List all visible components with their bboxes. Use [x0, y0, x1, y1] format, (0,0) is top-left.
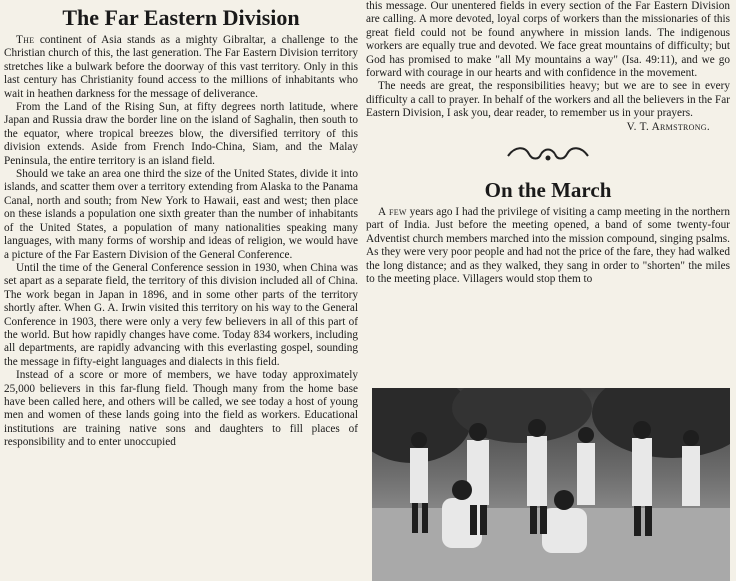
paragraph: Should we take an area one third the size of the United States, divide it into islands, and scatter them over a territory extending from Alaska to the Panama Canal, north and south; from New York to Hawaii, east and west; then place on these islands a population one sixth greater than the number of inhabitants of the United States, a population of many nationalities speaking many languages, with many forms of worship and ideas of religion, we would have a picture of the Far Eastern Division of the General Conference. — [4, 168, 358, 261]
lead-in: The — [16, 34, 35, 46]
signature: V. T. Armstrong. — [626, 120, 710, 133]
paragraph: From the Land of the Rising Sun, at fifty degrees north latitude, where Japan and Russia draw the border line on the island of Saghalin, then south to the equator, where tropical breezes blow, the diversified territory of this division extends. Aside from French Indo-China, Siam, and the Malay Peninsula, the entire territory is an island field. — [4, 101, 358, 167]
paragraph: this message. Our unentered fields in every section of the Far Eastern Division are calling. A more devoted, loyal corps of workers than the missionaries of this great field could not be found anywhere in mission lands. The indigenous workers are equally true and devoted. We face great mountains of difficulty; but God has promised to make "all My mountains a way" (Isa. 49:11), and we go forward with courage in our hearts and with confidence in the movement. — [366, 0, 730, 80]
photo-marching-believers — [372, 388, 730, 581]
paragraph — [366, 206, 730, 286]
left-column — [4, 0, 358, 450]
paragraph: Instead of a score or more of members, we have today approximately 25,000 believers in this far-flung field. Though many from the home base have been called here, and others will be called, we see today a host of young men and women of these lands going into the field as workers. Educational institutions are training native sons and daughters to fill places of responsibility and to enter unoccupied — [4, 369, 358, 449]
right-column — [366, 0, 730, 287]
photo-image — [372, 388, 730, 581]
ornament-divider — [366, 144, 730, 178]
paragraph-text: continent of Asia stands as a mighty Gibraltar, a challenge to the Christian church of this, the last generation. The Far Eastern Division territory stretches like a bulwark before the doorway of this vast territory. Only in this last century has Christianity found access to the millions of inhabitants who wait in heathen darkness for the message of deliverance. — [4, 34, 358, 100]
lead-in: A few — [378, 206, 407, 219]
paragraph-text: years ago I had the privilege of visiting a camp meeting in the northern part of India. Just before the meeting opened, a band of some twenty-four Adventist church members marched into the mission compound, singing psalms. As they were very poor people and had not the price of the fare, they had walked the long distance; and as they walked, they sang in order to "shorten" the miles to the meeting place. Villagers would stop them to — [366, 206, 730, 286]
paragraph: The needs are great, the responsibilities heavy; but we are to see in every difficulty a call to prayer. In behalf of the workers and all the believers in the Far Eastern Division, I ask you, dear reader, to remember us in your prayers. — [366, 80, 730, 120]
paragraph: Until the time of the General Conference session in 1930, when China was set apart as a separate field, the territory of this division included all of China. The work began in Japan in 1896, and in some other parts of the territory shortly after. When G. A. Irwin visited this territory on his way to the General Conference in 1903, there were only a very few believers in all of this part of the world. But how rapidly changes have come. Today 834 workers, including all departments, are rapidly advancing with this everlasting gospel, sounding the message in fifty-eight languages and dialects in this field. — [4, 261, 358, 368]
article-title: On the March — [484, 178, 612, 203]
article-title: The Far Eastern Division — [62, 5, 300, 30]
scroll-ornament-icon — [503, 144, 593, 168]
paragraph — [4, 34, 358, 101]
